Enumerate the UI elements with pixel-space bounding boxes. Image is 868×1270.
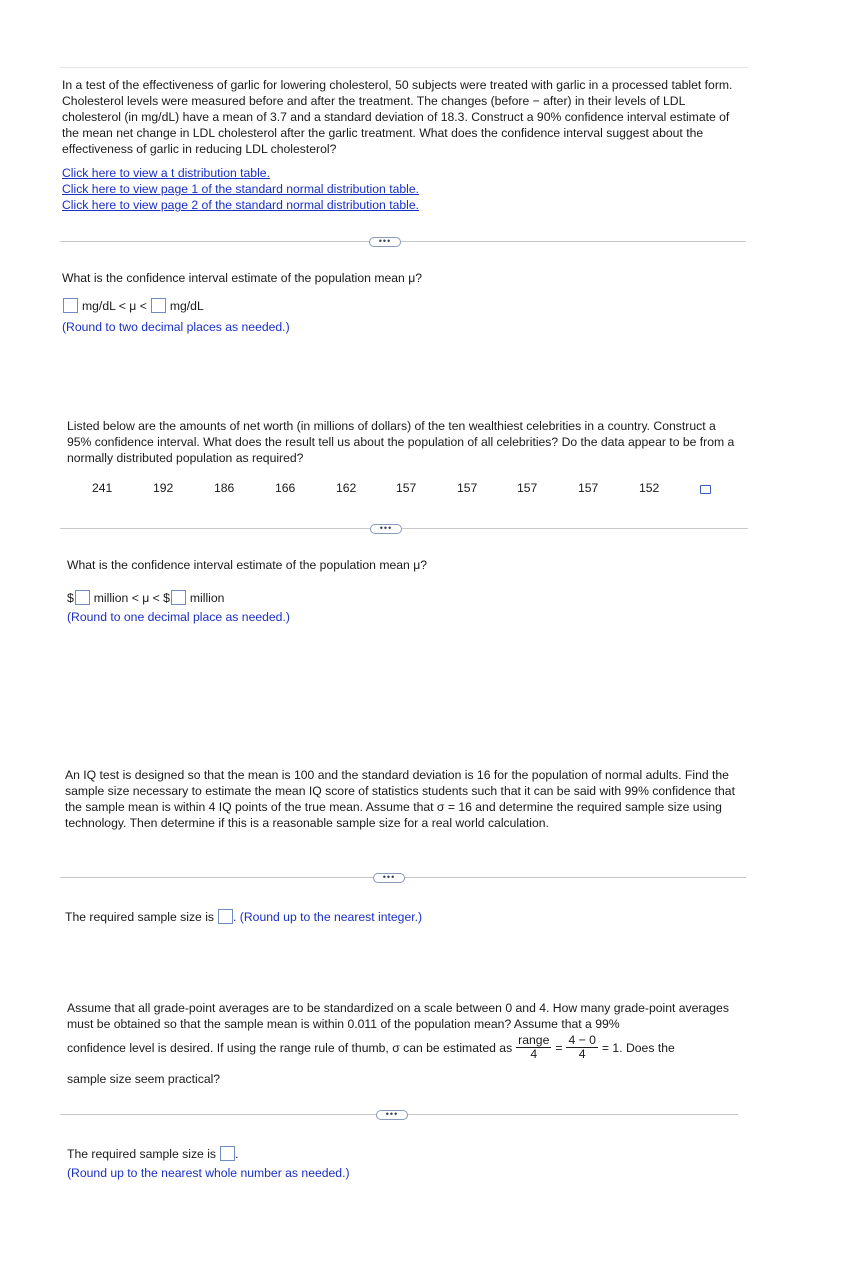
expand-button[interactable]: ••• [370, 524, 402, 534]
q1-prompt: What is the confidence interval estimate of the population mean μ? [62, 271, 422, 285]
data-value: 186 [214, 481, 235, 495]
q1-hint: (Round to two decimal places as needed.) [62, 320, 290, 334]
normal-table-page2-link[interactable]: Click here to view page 2 of the standard normal distribution table. [62, 198, 420, 212]
q2-unit-mid: million < μ < $ [93, 590, 170, 605]
expand-button[interactable]: ••• [369, 237, 401, 247]
data-value: 157 [396, 481, 417, 495]
fraction-denominator: 4 [530, 1047, 538, 1061]
data-value: 162 [336, 481, 357, 495]
q3-answer-row [65, 909, 422, 924]
q4-line4: sample size seem practical? [67, 1072, 221, 1086]
expand-button[interactable]: ••• [376, 1110, 408, 1120]
q2-divider [60, 528, 748, 529]
q4-line3: confidence level is desired. If using the range rule of thumb, σ can be estimated as [67, 1040, 513, 1055]
q3-hint: . (Round up to the nearest integer.) [233, 909, 423, 924]
data-value: 157 [517, 481, 538, 495]
top-divider [60, 67, 748, 68]
q2-prompt: What is the confidence interval estimate of the population mean μ? [67, 558, 427, 572]
data-value: 166 [275, 481, 296, 495]
expand-button[interactable]: ••• [373, 873, 405, 883]
q1-text: In a test of the effectiveness of garlic for lowering cholesterol, 50 subjects were treated with garlic in a processed tablet form. Cholesterol levels were measured before and after the treatment. The changes (before − after) in their levels of LDL cholesterol (in mg/dL) have a mean of 3.7 and a standard deviation of 18.3. Construct a 90% confidence interval estimate of the mean net change in LDL cholesterol after the garlic treatment. What does the confidence interval suggest about the effectiveness of garlic in reducing LDL cholesterol? [62, 78, 733, 156]
q4-line3-end: = 1. Does the [601, 1040, 675, 1055]
data-value: 192 [153, 481, 174, 495]
q1-unit-mid: mg/dL < μ < [82, 298, 147, 313]
q1-upper-input[interactable] [151, 298, 166, 313]
value-fraction [566, 1034, 597, 1061]
q1-lower-input[interactable] [63, 298, 78, 313]
q2-upper-input[interactable] [171, 590, 186, 605]
q1-divider [60, 241, 746, 242]
q2-data-row [0, 481, 868, 497]
data-value: 152 [639, 481, 660, 495]
q1-answer-row [63, 298, 204, 313]
q2-lower-input[interactable] [75, 590, 90, 605]
data-value: 157 [457, 481, 478, 495]
q1-links [62, 165, 562, 213]
q1-unit-end: mg/dL [169, 298, 204, 313]
q4-formula-line [67, 1034, 767, 1061]
q3-text: An IQ test is designed so that the mean is 100 and the standard deviation is 16 for the population of normal adults. Find the sample size necessary to estimate the mean IQ score of statistics students such that it can be said with 99% confidence that the sample mean is within 4 IQ points of the true mean. Assume that σ = 16 and determine the required sample size using technology. Then determine if this is a reasonable sample size for a real world calculation. [65, 768, 735, 830]
q2-unit-end: million [189, 590, 225, 605]
fraction-denominator: 4 [578, 1047, 586, 1061]
q4-sample-size-input[interactable] [220, 1146, 235, 1161]
q4-hint: (Round up to the nearest whole number as needed.) [67, 1166, 350, 1180]
q4-period: . [235, 1146, 239, 1161]
fraction-numerator: range [518, 1033, 550, 1047]
q4-text: Assume that all grade-point averages are to be standardized on a scale between 0 and 4. How many grade-point averages must be obtained so that the sample mean is within 0.011 of the population mean? Assume that a 99% [67, 1001, 729, 1031]
q2-dollar: $ [67, 590, 74, 605]
fraction-numerator: 4 − 0 [568, 1033, 596, 1047]
q4-answer-row [67, 1146, 238, 1161]
range-fraction [516, 1034, 551, 1061]
data-value: 157 [578, 481, 599, 495]
copy-data-icon[interactable] [700, 485, 711, 494]
q2-hint: (Round to one decimal place as needed.) [67, 610, 290, 624]
q3-prompt: The required sample size is [65, 909, 215, 924]
data-value: 241 [92, 481, 113, 495]
t-table-link[interactable]: Click here to view a t distribution table. [62, 166, 270, 180]
q2-text: Listed below are the amounts of net worth (in millions of dollars) of the ten wealthiest celebrities in a country. Construct a 95% confidence interval. What does the result tell us about the population of all celebrities? Do the data appear to be from a normally distributed population as required? [67, 419, 735, 465]
normal-table-page1-link[interactable]: Click here to view page 1 of the standard normal distribution table. [62, 182, 420, 196]
equals-sign: = [555, 1040, 563, 1055]
q4-prompt: The required sample size is [67, 1146, 217, 1161]
q2-answer-row [67, 590, 224, 605]
q3-sample-size-input[interactable] [218, 909, 233, 924]
